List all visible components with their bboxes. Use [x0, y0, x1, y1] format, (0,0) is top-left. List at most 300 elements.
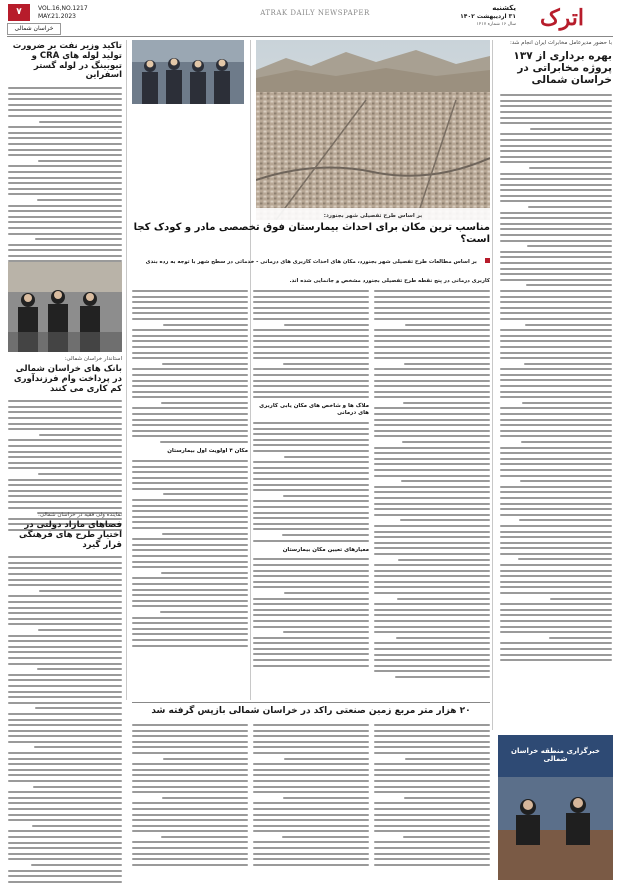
- text-line: [8, 87, 122, 89]
- text-line: [253, 769, 369, 771]
- text-line: [8, 244, 122, 246]
- text-line: [500, 463, 612, 465]
- text-line: [132, 391, 248, 393]
- text-line: [253, 540, 369, 542]
- text-line: [253, 500, 369, 502]
- text-line: [500, 273, 612, 275]
- text-line: [132, 594, 248, 596]
- text-line: [398, 559, 490, 561]
- text-line: [8, 635, 122, 637]
- text-line: [253, 512, 369, 514]
- text-line: [132, 808, 248, 810]
- text-line: [8, 657, 122, 659]
- vol-block: [38, 5, 98, 21]
- text-line: [253, 290, 369, 292]
- text-line: [8, 881, 122, 883]
- text-line: [253, 506, 369, 508]
- text-line: [500, 223, 612, 225]
- text-line: [132, 301, 248, 303]
- text-line: [8, 411, 122, 413]
- text-line: [132, 435, 248, 437]
- text-line: [374, 592, 490, 594]
- text-line: [253, 307, 369, 309]
- text-line: [8, 233, 122, 235]
- text-line: [374, 525, 490, 527]
- text-line: [132, 380, 248, 382]
- text-line: [253, 620, 369, 622]
- text-line: [8, 556, 122, 558]
- text-line: [132, 312, 248, 314]
- text-line: [500, 424, 612, 426]
- main-body-col-2: [253, 290, 369, 682]
- main-bullet-2: معیارهای تعیین مکان بیمارستان: [282, 546, 369, 553]
- text-line: [530, 128, 612, 130]
- text-line: [374, 620, 490, 622]
- text-line: [395, 676, 490, 678]
- text-line: [132, 741, 248, 743]
- text-line: [374, 814, 490, 816]
- text-line: [403, 836, 490, 838]
- text-line: [8, 93, 122, 95]
- text-line: [132, 419, 248, 421]
- text-line: [8, 484, 122, 486]
- text-line: [374, 419, 490, 421]
- text-line: [8, 567, 122, 569]
- text-line: [400, 519, 490, 521]
- section-label: خراسان شمالی: [14, 25, 54, 32]
- text-line: [253, 396, 369, 398]
- text-line: [132, 864, 248, 866]
- text-line: [8, 210, 122, 212]
- text-line: [132, 791, 248, 793]
- text-line: [500, 581, 612, 583]
- text-line: [374, 514, 490, 516]
- culture-headline: فضاهای مازاد دولتی در اختیار طرح های فرهنگی قرار گیرد: [19, 520, 122, 550]
- text-line: [374, 746, 490, 748]
- main-lead: [132, 248, 490, 286]
- text-line: [500, 150, 612, 152]
- text-line: [374, 841, 490, 843]
- text-line: [8, 428, 122, 430]
- text-line: [132, 488, 248, 490]
- text-line: [500, 268, 612, 270]
- text-line: [500, 184, 612, 186]
- text-line: [374, 340, 490, 342]
- text-line: [500, 508, 612, 510]
- text-line: [8, 713, 122, 715]
- text-line: [253, 653, 369, 655]
- text-line: [500, 413, 612, 415]
- text-line: [132, 352, 248, 354]
- text-line: [132, 752, 248, 754]
- text-line: [404, 363, 490, 365]
- text-line: [132, 774, 248, 776]
- text-line: [8, 719, 122, 721]
- text-line: [374, 581, 490, 583]
- text-line: [284, 592, 369, 594]
- officials-photo: [132, 40, 244, 104]
- date-en: MAY.21.2023: [38, 12, 76, 20]
- text-line: [253, 791, 369, 793]
- text-line: [253, 528, 369, 530]
- text-line: [8, 646, 122, 648]
- text-line: [253, 780, 369, 782]
- text-line: [500, 189, 612, 191]
- text-line: [253, 853, 369, 855]
- text-line: [8, 758, 122, 760]
- text-line: [374, 819, 490, 821]
- text-line: [500, 346, 612, 348]
- text-line: [396, 637, 490, 639]
- telecom-body-text: [500, 94, 612, 661]
- text-line: [132, 407, 248, 409]
- main-bullet-1: ملاک ها و شاخص های مکان یابی کاربری های درمانی: [259, 403, 369, 417]
- text-line: [132, 600, 248, 602]
- text-line: [500, 553, 612, 555]
- text-line: [162, 533, 248, 535]
- text-line: [374, 407, 490, 409]
- text-line: [253, 564, 369, 566]
- text-line: [374, 791, 490, 793]
- text-line: [8, 741, 122, 743]
- text-line: [374, 491, 490, 493]
- oil-headline: تاکید وزیر نفت بر ضرورت تولید لوله های CRA و تیوبینگ در لوله گستر اسفراین: [12, 41, 122, 81]
- masthead: [0, 0, 620, 36]
- text-line: [132, 521, 248, 523]
- text-line: [374, 654, 490, 656]
- text-line: [8, 696, 122, 698]
- text-line: [8, 439, 122, 441]
- text-line: [253, 301, 369, 303]
- text-line: [132, 544, 248, 546]
- text-line: [374, 659, 490, 661]
- text-line: [519, 519, 612, 521]
- text-line: [500, 385, 612, 387]
- text-line: [8, 154, 122, 156]
- text-line: [374, 830, 490, 832]
- text-line: [8, 595, 122, 597]
- text-line: [500, 296, 612, 298]
- text-line: [500, 525, 612, 527]
- text-line: [8, 730, 122, 732]
- text-line: [132, 505, 248, 507]
- text-line: [132, 290, 248, 292]
- newspaper-logo: [520, 3, 604, 33]
- text-line: [8, 702, 122, 704]
- text-line: [34, 746, 122, 748]
- text-line: [374, 463, 490, 465]
- text-line: [253, 581, 369, 583]
- text-line: [500, 212, 612, 214]
- text-line: [374, 614, 490, 616]
- text-line: [500, 94, 612, 96]
- text-line: [283, 363, 369, 365]
- text-line: [132, 477, 248, 479]
- photo-banner: خبرگزاری منطقه خراسان شمالی: [511, 747, 600, 763]
- main-body-col-1: [374, 290, 490, 682]
- text-line: [374, 318, 490, 320]
- text-line: [8, 679, 122, 681]
- text-line: [132, 763, 248, 765]
- officials-illustration: [132, 40, 244, 104]
- text-line: [374, 642, 490, 644]
- text-line: [374, 808, 490, 810]
- text-line: [500, 329, 612, 331]
- text-line: [374, 335, 490, 337]
- text-line: [8, 221, 122, 223]
- text-line: [500, 352, 612, 354]
- text-line: [132, 825, 248, 827]
- text-line: [8, 109, 122, 111]
- text-line: [253, 864, 369, 866]
- text-line: [500, 145, 612, 147]
- text-line: [253, 586, 369, 588]
- text-line: [500, 228, 612, 230]
- ceremony-illustration: [8, 262, 122, 352]
- text-line: [163, 324, 248, 326]
- text-line: [500, 335, 612, 337]
- text-line: [132, 780, 248, 782]
- text-line: [8, 651, 122, 653]
- text-line: [253, 391, 369, 393]
- text-line: [374, 853, 490, 855]
- date-persian: ۳۱ اردیبهشت ۱۴۰۲: [460, 13, 516, 20]
- text-line: [8, 507, 122, 509]
- text-line: [500, 379, 612, 381]
- main-bullet-3: مکان ۴ اولویت اول بیمارستان: [167, 448, 248, 455]
- column-divider: [492, 40, 493, 730]
- text-line: [8, 573, 122, 575]
- text-line: [8, 752, 122, 754]
- text-line: [132, 769, 248, 771]
- text-line: [500, 626, 612, 628]
- text-line: [132, 746, 248, 748]
- text-line: [500, 447, 612, 449]
- meeting-photo: [498, 735, 613, 880]
- text-line: [283, 495, 369, 497]
- text-line: [132, 307, 248, 309]
- text-line: [500, 217, 612, 219]
- text-line: [500, 659, 612, 661]
- text-line: [8, 149, 122, 151]
- telecom-article: [500, 40, 612, 730]
- text-line: [8, 126, 122, 128]
- text-line: [528, 206, 612, 208]
- text-line: [253, 340, 369, 342]
- text-line: [253, 735, 369, 737]
- text-line: [521, 441, 612, 443]
- text-line: [253, 858, 369, 860]
- text-line: [132, 830, 248, 832]
- page-number: ۷: [16, 7, 22, 17]
- text-line: [8, 479, 122, 481]
- text-line: [374, 531, 490, 533]
- text-line: [161, 836, 248, 838]
- text-line: [8, 819, 122, 821]
- bank-headline: بانک های خراسان شمالی در پرداخت وام فرزندآوری کم کاری می کنند: [13, 364, 122, 394]
- text-line: [500, 407, 612, 409]
- text-line: [37, 199, 123, 201]
- text-line: [8, 137, 122, 139]
- text-line: [8, 249, 122, 251]
- text-line: [253, 598, 369, 600]
- text-line: [132, 858, 248, 860]
- text-line: [253, 774, 369, 776]
- bottom-headline: ۲۰ هزار متر مربع زمین صنعتی راکد در خراسان شمالی بازپس گرفته شد: [151, 706, 471, 716]
- text-line: [253, 665, 369, 667]
- text-line: [284, 324, 369, 326]
- text-line: [253, 484, 369, 486]
- text-line: [374, 447, 490, 449]
- text-line: [8, 205, 122, 207]
- text-line: [8, 791, 122, 793]
- text-line: [404, 797, 490, 799]
- text-line: [374, 858, 490, 860]
- text-line: [253, 517, 369, 519]
- text-line: [374, 536, 490, 538]
- culture-article: [8, 512, 122, 885]
- text-line: [374, 547, 490, 549]
- text-line: [253, 825, 369, 827]
- text-line: [401, 480, 490, 482]
- text-line: [374, 724, 490, 726]
- text-line: [374, 346, 490, 348]
- main-body-col-3: [132, 290, 248, 682]
- text-line: [132, 396, 248, 398]
- text-line: [374, 486, 490, 488]
- text-line: [374, 452, 490, 454]
- text-line: [500, 133, 612, 135]
- text-line: [33, 786, 122, 788]
- text-line: [132, 555, 248, 557]
- text-line: [8, 501, 122, 503]
- text-line: [160, 611, 248, 613]
- text-line: [162, 797, 248, 799]
- text-line: [8, 495, 122, 497]
- text-line: [253, 450, 369, 452]
- text-line: [374, 631, 490, 633]
- date-day: یکشنبه: [492, 4, 516, 12]
- text-line: [253, 489, 369, 491]
- text-line: [253, 841, 369, 843]
- text-line: [500, 318, 612, 320]
- text-line: [500, 620, 612, 622]
- text-line: [402, 441, 490, 443]
- text-line: [8, 165, 122, 167]
- text-line: [253, 752, 369, 754]
- text-line: [500, 503, 612, 505]
- text-line: [500, 200, 612, 202]
- text-line: [132, 385, 248, 387]
- text-line: [8, 423, 122, 425]
- text-line: [500, 514, 612, 516]
- text-line: [374, 380, 490, 382]
- text-line: [32, 825, 122, 827]
- text-line: [374, 374, 490, 376]
- text-line: [253, 380, 369, 382]
- text-line: [132, 622, 248, 624]
- text-line: [253, 312, 369, 314]
- text-line: [253, 444, 369, 446]
- text-line: [374, 469, 490, 471]
- text-line: [253, 374, 369, 376]
- text-line: [500, 452, 612, 454]
- text-line: [132, 841, 248, 843]
- text-line: [8, 663, 122, 665]
- text-line: [518, 558, 612, 560]
- text-line: [39, 434, 122, 436]
- text-line: [8, 607, 122, 609]
- text-line: [8, 417, 122, 419]
- text-line: [283, 797, 369, 799]
- text-line: [374, 508, 490, 510]
- text-line: [8, 808, 122, 810]
- text-line: [132, 605, 248, 607]
- text-line: [8, 842, 122, 844]
- text-line: [253, 808, 369, 810]
- text-line: [253, 637, 369, 639]
- text-line: [500, 486, 612, 488]
- bank-kicker: استاندار خراسان شمالی:: [64, 356, 122, 362]
- text-line: [374, 786, 490, 788]
- text-line: [8, 814, 122, 816]
- text-line: [253, 467, 369, 469]
- text-line: [374, 413, 490, 415]
- text-line: [132, 340, 248, 342]
- text-line: [374, 290, 490, 292]
- text-line: [39, 590, 122, 592]
- text-line: [284, 758, 369, 760]
- text-line: [374, 497, 490, 499]
- text-line: [374, 553, 490, 555]
- text-line: [253, 385, 369, 387]
- masthead-rule: [7, 36, 613, 37]
- text-line: [8, 255, 122, 257]
- text-line: [549, 637, 612, 639]
- text-line: [374, 435, 490, 437]
- text-line: [8, 406, 122, 408]
- text-line: [8, 870, 122, 872]
- text-line: [8, 623, 122, 625]
- page-number-badge: [8, 4, 30, 21]
- newspaper-name: ATRAK DAILY NEWSPAPER: [260, 9, 370, 17]
- text-line: [374, 769, 490, 771]
- text-line: [500, 648, 612, 650]
- text-line: [132, 374, 248, 376]
- text-line: [132, 583, 248, 585]
- text-line: [253, 609, 369, 611]
- lead-text: بر اساس مطالعات طرح تفصیلی شهر بجنورد، مکان های احداث کاربری های درمانی - خدماتی در سطح شهر با توجه به رده بندی کاربری درمانی در پنج نقطه طرح تفصیلی بجنورد مشخص و جانمایی شده اند.: [145, 259, 490, 284]
- text-line: [253, 335, 369, 337]
- ceremony-photo: [8, 262, 122, 352]
- text-line: [374, 670, 490, 672]
- text-line: [282, 534, 369, 536]
- text-line: [529, 167, 612, 169]
- text-line: [500, 139, 612, 141]
- text-line: [132, 538, 248, 540]
- text-line: [500, 497, 612, 499]
- text-line: [374, 665, 490, 667]
- text-line: [500, 117, 612, 119]
- text-line: [374, 802, 490, 804]
- text-line: [161, 572, 248, 574]
- text-line: [31, 864, 122, 866]
- text-line: [253, 346, 369, 348]
- text-line: [500, 536, 612, 538]
- text-line: [8, 143, 122, 145]
- text-line: [500, 547, 612, 549]
- text-line: [8, 193, 122, 195]
